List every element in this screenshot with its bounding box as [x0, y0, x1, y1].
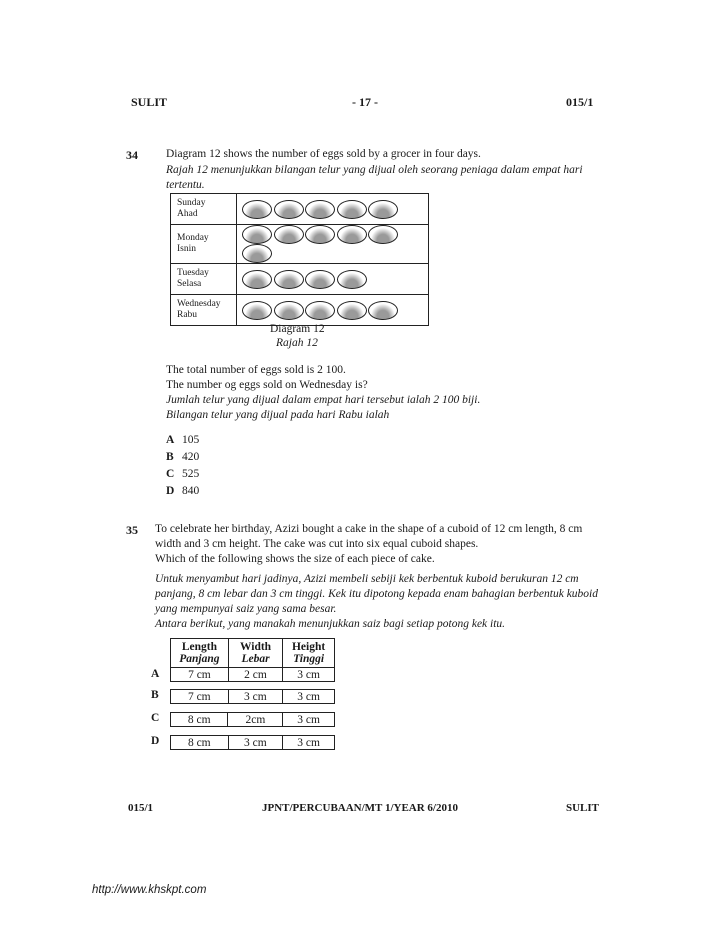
- egg-icon: [274, 270, 304, 289]
- egg-icon: [274, 225, 304, 244]
- header-width: Width Lebar: [228, 639, 282, 668]
- egg-icon: [274, 301, 304, 320]
- egg-icon: [337, 225, 367, 244]
- pictograph-row: [171, 295, 429, 326]
- day-label: Sunday Ahad: [171, 194, 237, 225]
- q35-malay-1: Untuk menyambut hari jadinya, Azizi membeli sebiji kek berbentuk kuboid berukuran 12 cm: [155, 573, 579, 585]
- q35-malay-3: yang mempunyai saiz yang sama besar.: [155, 603, 337, 615]
- day-label: Tuesday Selasa: [171, 264, 237, 295]
- table-row-c[interactable]: 8 cm 2cm 3 cm: [170, 712, 335, 727]
- pictograph-row: [171, 264, 429, 295]
- egg-symbols: [237, 225, 429, 264]
- egg-icon: [305, 200, 335, 219]
- row-label-b: B: [151, 689, 159, 701]
- q35-line-3: Which of the following shows the size of each piece of cake.: [155, 553, 435, 565]
- table-row-a[interactable]: 7 cm 2 cm 3 cm: [171, 668, 335, 682]
- row-label-a: A: [151, 668, 160, 680]
- egg-symbols: [237, 264, 429, 295]
- egg-icon: [274, 200, 304, 219]
- page-number: - 17 -: [352, 95, 378, 109]
- footer-center: JPNT/PERCUBAAN/MT 1/YEAR 6/2010: [262, 802, 458, 814]
- option-d[interactable]: D 840: [166, 485, 200, 497]
- egg-icon: [305, 301, 335, 320]
- header-left: SULIT: [131, 95, 168, 109]
- question-34-number: 34: [126, 148, 138, 162]
- q34-intro: Diagram 12 shows the number of eggs sold by a grocer in four days.: [166, 148, 481, 160]
- q34-text-malay-2: Bilangan telur yang dijual pada hari Rabu ialah: [166, 409, 390, 421]
- q35-malay-2: panjang, 8 cm lebar dan 3 cm tinggi. Kek itu dipotong kepada enam bahagian berbentuk kuboid: [155, 588, 599, 600]
- header-length: Length Panjang: [171, 639, 229, 668]
- day-label: Monday Isnin: [171, 225, 237, 264]
- egg-icon: [368, 225, 398, 244]
- egg-icon: [305, 225, 335, 244]
- egg-symbols: [237, 194, 429, 225]
- q35-malay-4: Antara berikut, yang manakah menunjukkan saiz bagi setiap potong kek itu.: [155, 618, 506, 630]
- diagram-caption: Diagram 12: [270, 323, 325, 335]
- egg-icon: [368, 200, 398, 219]
- footer-left: 015/1: [128, 802, 154, 814]
- q34-intro-malay-1: Rajah 12 menunjukkan bilangan telur yang dijual oleh seorang peniaga dalam empat hari: [166, 164, 583, 176]
- table-row-b[interactable]: 7 cm 3 cm 3 cm: [170, 689, 335, 704]
- egg-icon: [242, 270, 272, 289]
- egg-icon: [337, 270, 367, 289]
- q34-text-2: The number og eggs sold on Wednesday is?: [166, 379, 368, 391]
- source-url: http://www.khskpt.com: [92, 884, 207, 896]
- option-a[interactable]: A 105: [166, 434, 200, 446]
- cake-size-table: [170, 638, 335, 682]
- egg-icon: [242, 225, 272, 244]
- egg-icon: [242, 244, 272, 263]
- question-35-number: 35: [126, 523, 138, 537]
- header-right: 015/1: [566, 95, 594, 109]
- q34-text-1: The total number of eggs sold is 2 100.: [166, 364, 346, 376]
- egg-icon: [242, 301, 272, 320]
- header-height: Height Tinggi: [283, 639, 335, 668]
- pictograph-row: [171, 194, 429, 225]
- egg-icon: [337, 200, 367, 219]
- q34-options: [166, 432, 199, 500]
- option-b[interactable]: B 420: [166, 451, 200, 463]
- q34-intro-malay-2: tertentu.: [166, 179, 205, 191]
- egg-icon: [337, 301, 367, 320]
- row-label-c: C: [151, 712, 160, 724]
- footer-right: SULIT: [566, 802, 600, 814]
- egg-icon: [242, 200, 272, 219]
- table-row-d[interactable]: 8 cm 3 cm 3 cm: [170, 735, 335, 750]
- egg-icon: [305, 270, 335, 289]
- egg-pictograph: [170, 193, 429, 326]
- day-label: Wednesday Rabu: [171, 295, 237, 326]
- q34-text-malay-1: Jumlah telur yang dijual dalam empat hari tersebut ialah 2 100 biji.: [166, 394, 481, 406]
- q35-line-2: width and 3 cm height. The cake was cut into six equal cuboid shapes.: [155, 538, 479, 550]
- option-c[interactable]: C 525: [166, 468, 200, 480]
- q35-line-1: To celebrate her birthday, Azizi bought a cake in the shape of a cuboid of 12 cm length, 8 cm: [155, 523, 583, 535]
- diagram-caption-malay: Rajah 12: [276, 337, 318, 349]
- pictograph-row: [171, 225, 429, 264]
- egg-icon: [368, 301, 398, 320]
- egg-symbols: [237, 295, 429, 326]
- row-label-d: D: [151, 735, 160, 747]
